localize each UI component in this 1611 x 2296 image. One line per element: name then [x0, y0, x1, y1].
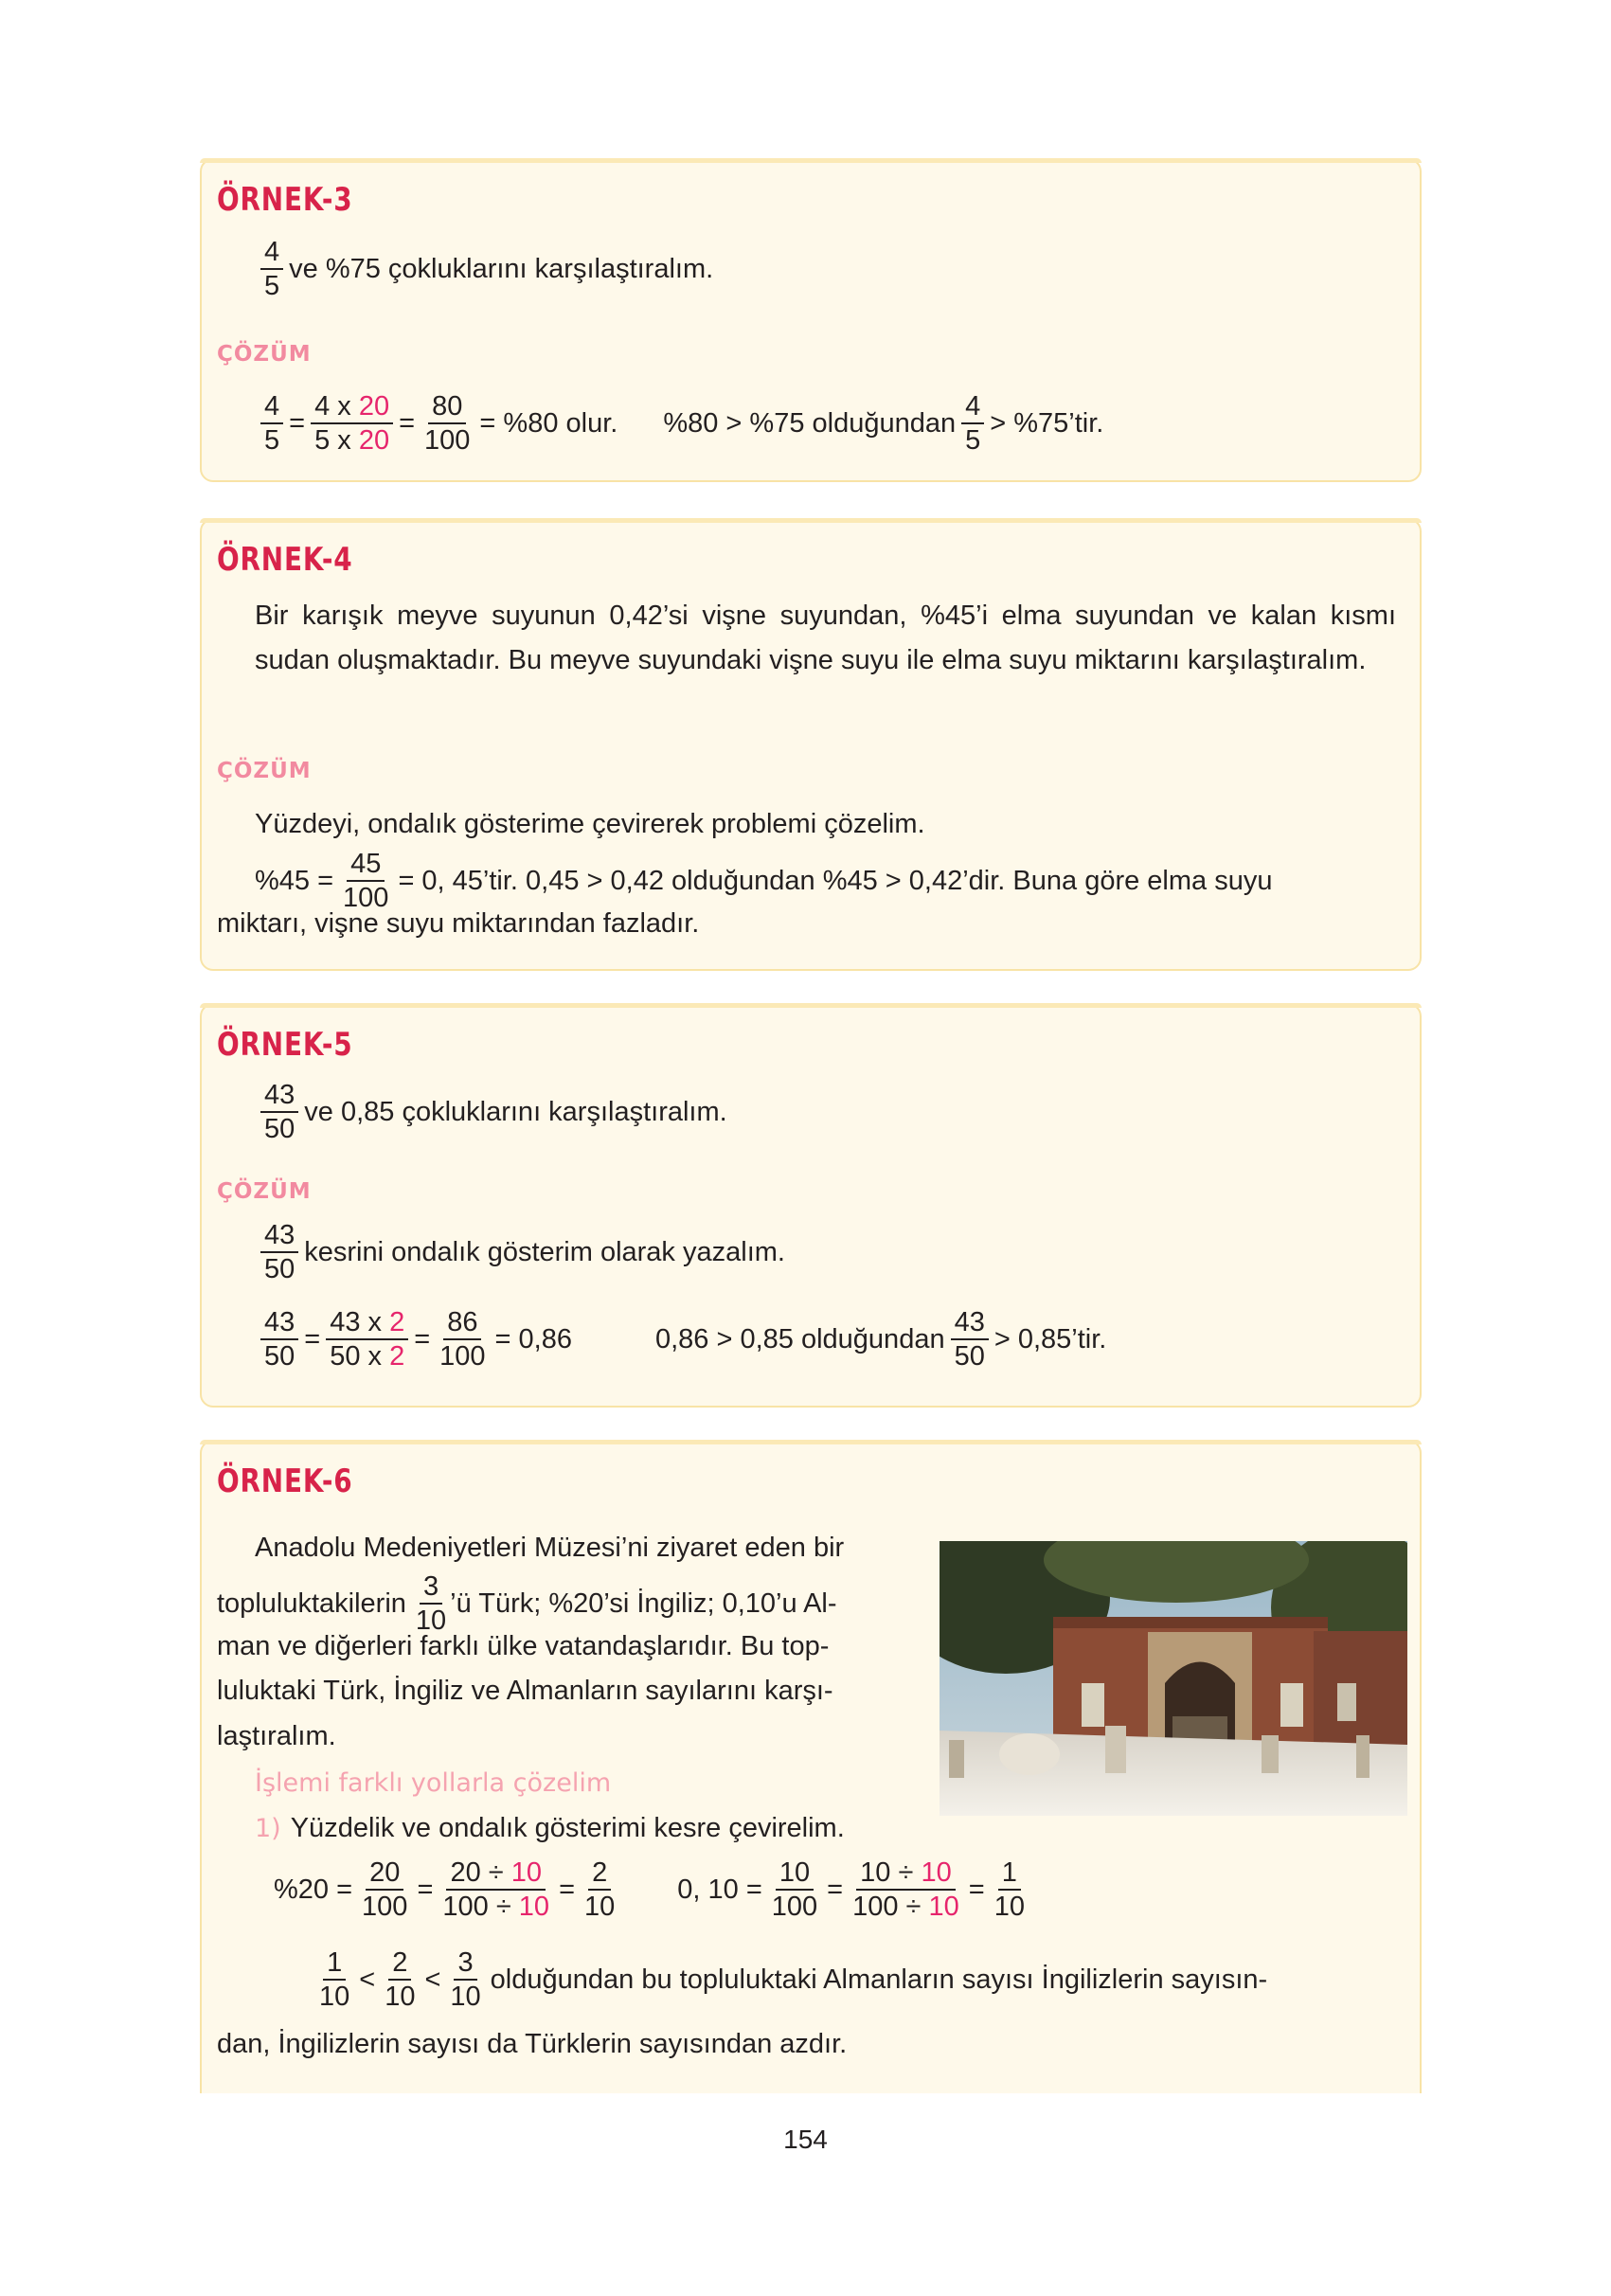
example-4-solution-label: ÇÖZÜM: [217, 759, 312, 783]
example-3-solution: $\frac{4}{5}$ = $\frac{4 x 20}{5 x 20}$ = $\frac{80}{100}$ = %80 olur. %80 > %75 olduğundan $\frac{4}{5}$ > %75’tir.: [255, 392, 1103, 456]
example-5-box: [200, 1003, 1422, 1408]
example-6-title: ÖRNEK-6: [217, 1462, 353, 1500]
fraction: $\frac{1}{10}$: [319, 1947, 350, 2013]
example-6-last-line: dan, İngilizlerin sayısı da Türklerin sayısından azdır.: [217, 2029, 848, 2059]
fraction: $\frac{10}{100}$: [771, 1857, 818, 1923]
example-5-solution-line-1: $\frac{43}{50}$ kesrini ondalık gösterim olarak yazalım.: [255, 1221, 785, 1284]
example-6-line-5: laştıralım.: [217, 1721, 336, 1751]
example-3-solution-label: ÇÖZÜM: [217, 342, 312, 367]
fraction: $\frac{2}{10}$: [584, 1857, 616, 1923]
example-6-subheading: İşlemi farklı yollarla çözelim: [255, 1768, 612, 1798]
example-4-question: Bir karışık meyve suyunun 0,42’si vişne suyundan, %45’i elma suyundan ve kalan kısmı sudan oluşmaktadır. Bu meyve suyundaki vişne suyu ile elma suyu miktarını karşılaştıralım.: [255, 601, 1396, 675]
fraction: $\frac{10 \div 10}{100 \div 10}$: [852, 1857, 959, 1923]
example-3-box: [200, 158, 1422, 482]
fraction: $\frac{2}{10}$: [385, 1947, 416, 2013]
fraction: $\frac{43}{50}$: [260, 1081, 298, 1144]
fraction: $\frac{4 x 20}{5 x 20}$: [311, 392, 393, 456]
fraction: $\frac{20}{100}$: [362, 1857, 408, 1923]
example-3-question: $\frac{4}{5}$ ve %75 çokluklarını karşılaştıralım.: [255, 238, 713, 301]
fraction: $\frac{1}{10}$: [993, 1857, 1025, 1923]
fraction: $\frac{43 x 2}{50 x 2}$: [326, 1308, 408, 1372]
example-6-comparison: $\frac{1}{10}$ < $\frac{2}{10}$ < $\frac{3}{10}$ olduğundan bu topluluktaki Almanların sayısı İngilizlerin sayısın-: [310, 1948, 1267, 2012]
example-6-step-1: 1) Yüzdelik ve ondalık gösterimi kesre çevirelim.: [255, 1813, 845, 1843]
page-number: 154: [783, 2125, 828, 2154]
fraction: $\frac{20 \div 10}{100 \div 10}$: [442, 1857, 550, 1923]
example-4-solution-line-3: miktarı, vişne suyu miktarından fazladır.: [217, 908, 700, 939]
example-5-title: ÖRNEK-5: [217, 1026, 353, 1064]
example-5-solution-line-2: $\frac{43}{50}$ = $\frac{43 x 2}{50 x 2}$ = $\frac{86}{100}$ = 0,86 0,86 > 0,85 olduğundan $\frac{43}{50}$ > 0,85’tir.: [255, 1308, 1106, 1372]
example-3-title: ÖRNEK-3: [217, 181, 353, 219]
fraction: $\frac{3}{10}$: [415, 1571, 447, 1637]
fraction: $\frac{4}{5}$: [260, 392, 283, 456]
example-6-line-3: man ve diğerleri farklı ülke vatandaşlarıdır. Bu top-: [217, 1631, 830, 1661]
example-5-question: $\frac{43}{50}$ ve 0,85 çokluklarını karşılaştıralım.: [255, 1081, 727, 1144]
fraction: $\frac{4}{5}$: [260, 238, 283, 301]
fraction: $\frac{45}{100}$: [343, 849, 389, 914]
example-5-solution-label: ÇÖZÜM: [217, 1179, 312, 1204]
fraction: $\frac{86}{100}$: [439, 1307, 486, 1372]
example-6-equation-1: %20 = $\frac{20}{100}$ = $\frac{20 \div 10}{100 \div 10}$ = $\frac{2}{10}$ 0, 10 = $\frac{10}{100}$ = $\frac{10 \div 10}{100 \div 10}$ = $\frac{1}{10}$: [274, 1858, 1034, 1922]
fraction: $\frac{43}{50}$: [260, 1308, 298, 1372]
example-4-solution-line-1: Yüzdeyi, ondalık gösterime çevirerek problemi çözelim.: [255, 809, 925, 839]
example-6-line-1: Anadolu Medeniyetleri Müzesi’ni ziyaret eden bir: [255, 1533, 845, 1563]
museum-photo: [940, 1541, 1407, 1816]
example-6-line-2: topluluktakilerin $\frac{3}{10}$ ’ü Türk; %20’si İngiliz; 0,10’u Al-: [217, 1571, 837, 1637]
example-4-solution-line-2: %45 = $\frac{45}{100}$ = 0, 45’tir. 0,45 > 0,42 olduğundan %45 > 0,42’dir. Buna göre elma suyu: [255, 849, 1273, 914]
example-4-title: ÖRNEK-4: [217, 541, 353, 579]
example-4-box: [200, 518, 1422, 971]
fraction: $\frac{43}{50}$: [951, 1308, 989, 1372]
example-6-line-4: luluktaki Türk, İngiliz ve Almanların sayılarını karşı-: [217, 1676, 833, 1706]
fraction: $\frac{80}{100}$: [424, 391, 471, 457]
fraction: $\frac{4}{5}$: [961, 392, 984, 456]
fraction: $\frac{3}{10}$: [450, 1947, 481, 2013]
fraction: $\frac{43}{50}$: [260, 1221, 298, 1284]
